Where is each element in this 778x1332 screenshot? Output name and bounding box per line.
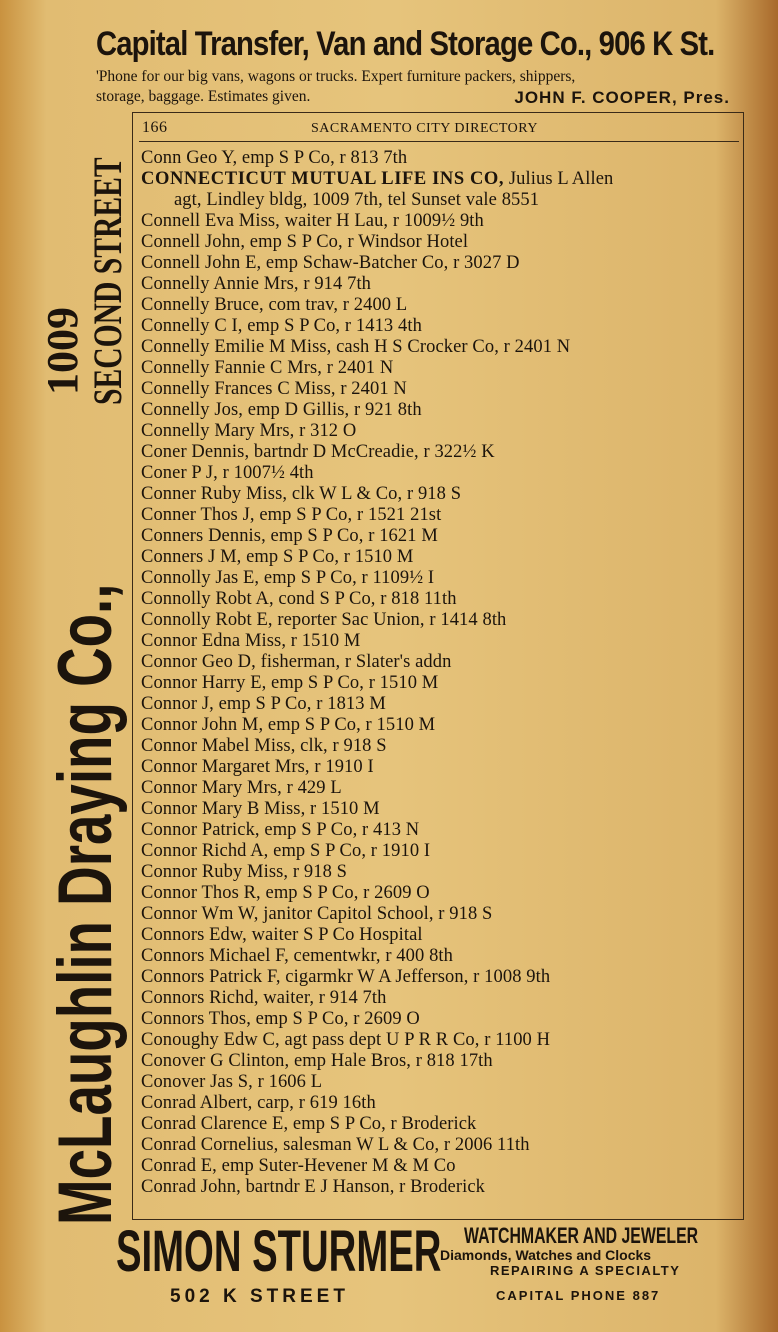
bottom-ad-phone: CAPITAL PHONE 887	[496, 1288, 661, 1303]
directory-entry	[141, 799, 741, 820]
bottom-ad-items: Diamonds, Watches and Clocks	[440, 1247, 652, 1263]
entry-text: Connor Patrick, emp S P Co, r 413 N	[141, 820, 420, 840]
directory-entry	[141, 337, 741, 358]
entry-text: Conrad John, bartndr E J Hanson, r Broderick	[141, 1177, 486, 1197]
entry-text: Connelly Bruce, com trav, r 2400 L	[141, 295, 408, 315]
entry-text: Conrad Clarence E, emp S P Co, r Broderick	[141, 1114, 477, 1134]
directory-entry	[141, 505, 741, 526]
entry-list	[141, 148, 741, 1198]
directory-entry	[141, 841, 741, 862]
entry-text: Connelly Frances C Miss, r 2401 N	[141, 379, 407, 399]
directory-entry	[141, 1072, 741, 1093]
top-advertisement	[96, 22, 776, 107]
entry-business-name: CONNECTICUT MUTUAL LIFE INS CO,	[141, 169, 505, 189]
directory-entry	[141, 715, 741, 736]
entry-text: Connor Mabel Miss, clk, r 918 S	[141, 736, 387, 756]
side-ad-street: SECOND STREET	[85, 157, 130, 405]
directory-entry	[141, 400, 741, 421]
entry-text: Conrad Albert, carp, r 619 16th	[141, 1093, 376, 1113]
page-header	[139, 117, 739, 142]
entry-text: Connor Margaret Mrs, r 1910 I	[141, 757, 374, 777]
directory-entry	[141, 484, 741, 505]
directory-entry	[141, 883, 741, 904]
listing-box	[132, 112, 744, 1220]
directory-entry	[141, 862, 741, 883]
directory-entry	[141, 631, 741, 652]
entry-text: Connor Mary Mrs, r 429 L	[141, 778, 342, 798]
entry-text: Conover G Clinton, emp Hale Bros, r 818 17th	[141, 1051, 493, 1071]
directory-entry	[141, 946, 741, 967]
entry-text: Conner Thos J, emp S P Co, r 1521 21st	[141, 505, 442, 525]
entry-text: Connor Thos R, emp S P Co, r 2609 O	[141, 883, 430, 903]
entry-text: Connor Edna Miss, r 1510 M	[141, 631, 361, 651]
entry-continuation	[141, 190, 741, 211]
entry-text: Connor J, emp S P Co, r 1813 M	[141, 694, 386, 714]
directory-entry	[141, 1051, 741, 1072]
entry-text: agt, Lindley bldg, 1009 7th, tel Sunset vale 8551	[174, 190, 540, 210]
directory-entry	[141, 1156, 741, 1177]
directory-entry	[141, 463, 741, 484]
directory-entry	[141, 610, 741, 631]
entry-text: Connelly Mary Mrs, r 312 O	[141, 421, 357, 441]
directory-entry	[141, 673, 741, 694]
directory-entry	[141, 1030, 741, 1051]
entry-text: Conover Jas S, r 1606 L	[141, 1072, 323, 1092]
entry-text: Connelly C I, emp S P Co, r 1413 4th	[141, 316, 422, 336]
directory-entry	[141, 442, 741, 463]
directory-entry	[141, 295, 741, 316]
entry-text: Coner Dennis, bartndr D McCreadie, r 322½ K	[141, 442, 495, 462]
directory-entry	[141, 820, 741, 841]
entry-text: Conrad Cornelius, salesman W L & Co, r 2006 11th	[141, 1135, 530, 1155]
directory-entry	[141, 232, 741, 253]
directory-entry	[141, 1177, 741, 1198]
entry-text: Connelly Fannie C Mrs, r 2401 N	[141, 358, 394, 378]
top-ad-line-2: storage, baggage. Estimates given.	[96, 88, 311, 105]
directory-entry	[141, 421, 741, 442]
side-advertisement	[40, 125, 130, 1225]
directory-title: SACRAMENTO CITY DIRECTORY	[311, 121, 538, 136]
entry-text: Conrad E, emp Suter-Hevener M & M Co	[141, 1156, 456, 1176]
bottom-ad-address: 502 K STREET	[170, 1286, 349, 1307]
entry-text: Conoughy Edw C, agt pass dept U P R R Co, r 1100 H	[141, 1030, 551, 1050]
entry-text: Connors Thos, emp S P Co, r 2609 O	[141, 1009, 420, 1029]
entry-text: Connolly Jas E, emp S P Co, r 1109½ I	[141, 568, 435, 588]
bottom-ad-specialty: REPAIRING A SPECIALTY	[490, 1263, 681, 1278]
top-ad-line-1: 'Phone for our big vans, wagons or trucks. Expert furniture packers, shippers,	[96, 68, 576, 85]
directory-entry	[141, 988, 741, 1009]
entry-text: Connelly Emilie M Miss, cash H S Crocker Co, r 2401 N	[141, 337, 571, 357]
directory-entry	[141, 568, 741, 589]
page-number: 166	[142, 119, 168, 136]
directory-entry	[141, 148, 741, 169]
directory-entry	[141, 904, 741, 925]
entry-text: Conners J M, emp S P Co, r 1510 M	[141, 547, 414, 567]
directory-entry	[141, 1009, 741, 1030]
top-ad-president: JOHN F. COOPER, Pres.	[514, 88, 730, 107]
entry-text: Connors Michael F, cementwkr, r 400 8th	[141, 946, 454, 966]
entry-text: Julius L Allen	[504, 169, 614, 189]
directory-entry	[141, 694, 741, 715]
entry-text: Connor Harry E, emp S P Co, r 1510 M	[141, 673, 439, 693]
entry-text: Connelly Jos, emp D Gillis, r 921 8th	[141, 400, 422, 420]
directory-entry	[141, 316, 741, 337]
entry-text: Connolly Robt E, reporter Sac Union, r 1414 8th	[141, 610, 507, 630]
directory-entry	[141, 547, 741, 568]
bottom-advertisement	[116, 1220, 776, 1332]
directory-entry	[141, 169, 741, 190]
directory-entry	[141, 211, 741, 232]
directory-entry	[141, 274, 741, 295]
entry-text: Connelly Annie Mrs, r 914 7th	[141, 274, 372, 294]
directory-entry	[141, 589, 741, 610]
directory-entry	[141, 1114, 741, 1135]
entry-text: Connor Wm W, janitor Capitol School, r 918 S	[141, 904, 493, 924]
entry-text: Conners Dennis, emp S P Co, r 1621 M	[141, 526, 438, 546]
entry-text: Connors Richd, waiter, r 914 7th	[141, 988, 387, 1008]
directory-entry	[141, 652, 741, 673]
directory-entry	[141, 778, 741, 799]
entry-text: Connell John E, emp Schaw-Batcher Co, r 3027 D	[141, 253, 520, 273]
entry-text: Conn Geo Y, emp S P Co, r 813 7th	[141, 148, 408, 168]
entry-text: Connell Eva Miss, waiter H Lau, r 1009½ 9th	[141, 211, 484, 231]
entry-text: Connell John, emp S P Co, r Windsor Hotel	[141, 232, 469, 252]
top-ad-title: Capital Transfer, Van and Storage Co., 906 K St.	[96, 25, 715, 63]
entry-text: Coner P J, r 1007½ 4th	[141, 463, 314, 483]
directory-entry	[141, 967, 741, 988]
directory-entry	[141, 925, 741, 946]
entry-text: Conner Ruby Miss, clk W L & Co, r 918 S	[141, 484, 462, 504]
directory-entry	[141, 1093, 741, 1114]
directory-entry	[141, 1135, 741, 1156]
side-ad-company: McLaughlin Draying Co.,	[43, 583, 128, 1225]
side-ad-number: 1009	[38, 307, 87, 395]
bottom-ad-trade: WATCHMAKER AND JEWELER	[464, 1223, 699, 1248]
directory-entry	[141, 526, 741, 547]
directory-entry	[141, 736, 741, 757]
directory-entry	[141, 379, 741, 400]
entry-text: Connolly Robt A, cond S P Co, r 818 11th	[141, 589, 457, 609]
entry-text: Connor Geo D, fisherman, r Slater's addn	[141, 652, 452, 672]
entry-text: Connor Mary B Miss, r 1510 M	[141, 799, 380, 819]
directory-entry	[141, 757, 741, 778]
bottom-ad-name: SIMON STURMER	[116, 1219, 442, 1284]
entry-text: Connor Ruby Miss, r 918 S	[141, 862, 348, 882]
entry-text: Connors Edw, waiter S P Co Hospital	[141, 925, 423, 945]
directory-entry	[141, 358, 741, 379]
entry-text: Connor Richd A, emp S P Co, r 1910 I	[141, 841, 431, 861]
directory-entry	[141, 253, 741, 274]
entry-text: Connors Patrick F, cigarmkr W A Jefferson, r 1008 9th	[141, 967, 551, 987]
entry-text: Connor John M, emp S P Co, r 1510 M	[141, 715, 436, 735]
